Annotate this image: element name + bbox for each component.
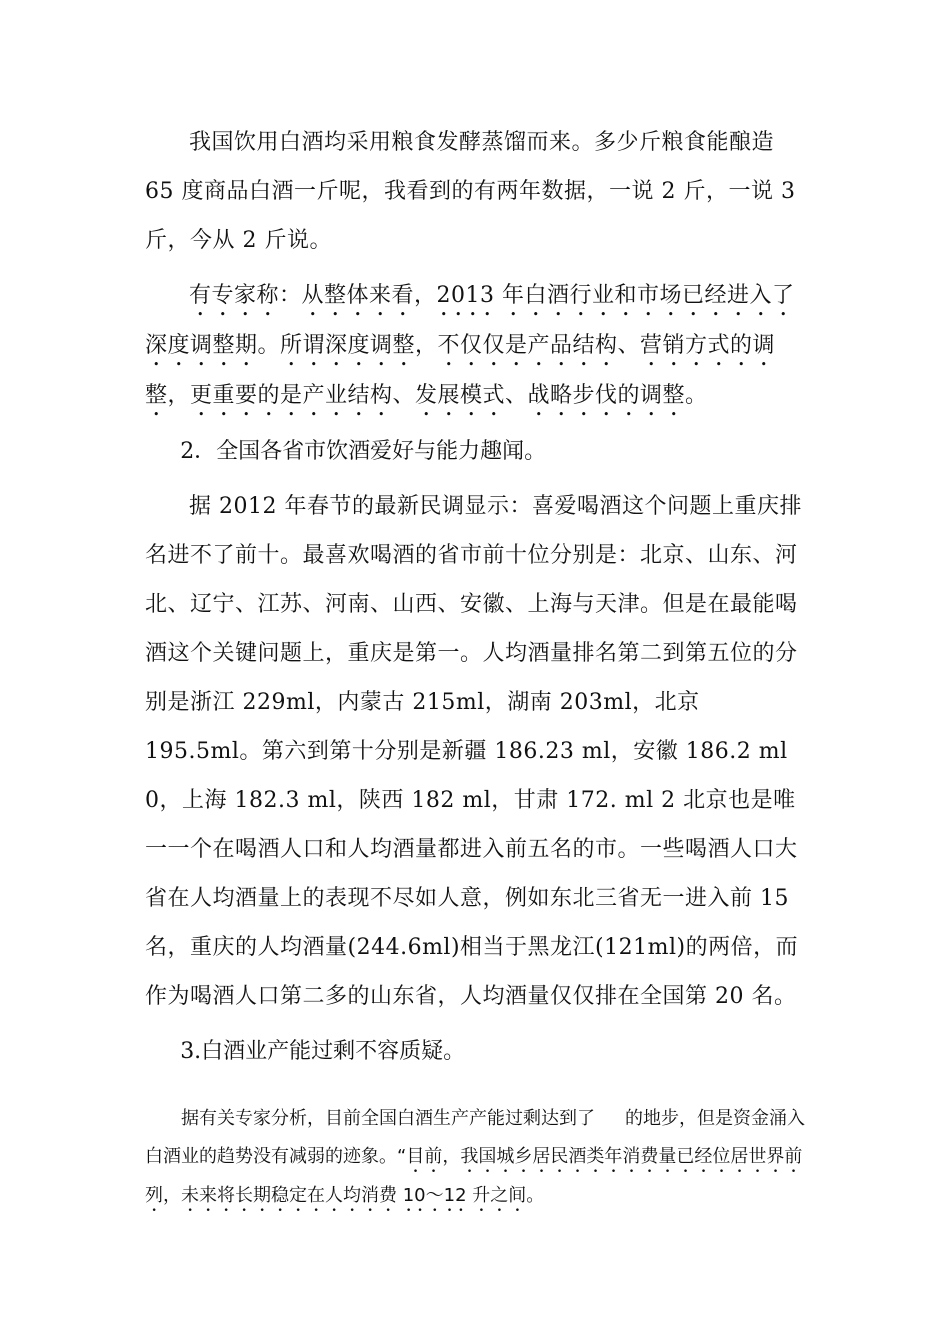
paragraph-drinking-survey: 据 2012 年春节的最新民调显示：喜爱喝酒这个问题上重庆排名进不了前十。最喜欢喝酒的省市前十位分别是：北京、山东、河北、辽宁、江苏、河南、山西、安徽、上海与天津。但是在最能喝酒这个关键问题上，重庆是第一。人均酒量排名第二到第五位的分别是浙江 229ml，内蒙古 215ml，湖南 203ml，北京 195.5ml。第六到第十分别是新疆 186.23 ml，安徽 186.2 ml 0，上海 182.3 ml，陕西 182 ml，甘肃 172. ml 2 北京也是唯一一个在喝酒人口和人均酒量都进入前五名的市。一些喝酒人口大省在人均酒量上的表现不尽如人意，例如东北三省无一进入前 15 名，重庆的人均酒量(244.6ml)相当于黑龙江(121ml)的两倍，而作为喝酒人口第二多的山东省，人均酒量仅仅排在全国第 20 名。 xyxy=(145,494,802,1009)
section-heading-3: 3.白酒业产能过剩不容质疑。 xyxy=(180,1039,466,1064)
overcapacity-text-a: 据有关专家分析，目前全国白酒生产产能过剩达到了 xyxy=(181,1108,595,1129)
section-heading-2: 2．全国各省市饮酒爱好与能力趣闻。 xyxy=(180,439,547,464)
paragraph-overcapacity xyxy=(145,1100,805,1216)
paragraph-industry-adjustment: 有专家称：从整体来看，2013 年白酒行业和市场已经进入了深度调整期。所谓深度调整，不仅仅是产品结构、营销方式的调整，更重要的是产业结构、发展模式、战略步伐的调整。 xyxy=(145,283,795,408)
paragraph-grain-ratio: 我国饮用白酒均采用粮食发酵蒸馏而来。多少斤粮食能酿造 65 度商品白酒一斤呢，我看到的有两年数据，一说 2 斤，一说 3 斤，今从 2 斤说。 xyxy=(145,130,796,253)
overcapacity-text-b: 的地步，但是资金涌入白酒业的趋势没有减弱的迹象。 xyxy=(145,1108,805,1167)
overcapacity-quote: “目前，我国城乡居民酒类年消费量已经位居世界前列，未来将长期稳定在人均消费 10～12 升之间。 xyxy=(145,1146,803,1206)
